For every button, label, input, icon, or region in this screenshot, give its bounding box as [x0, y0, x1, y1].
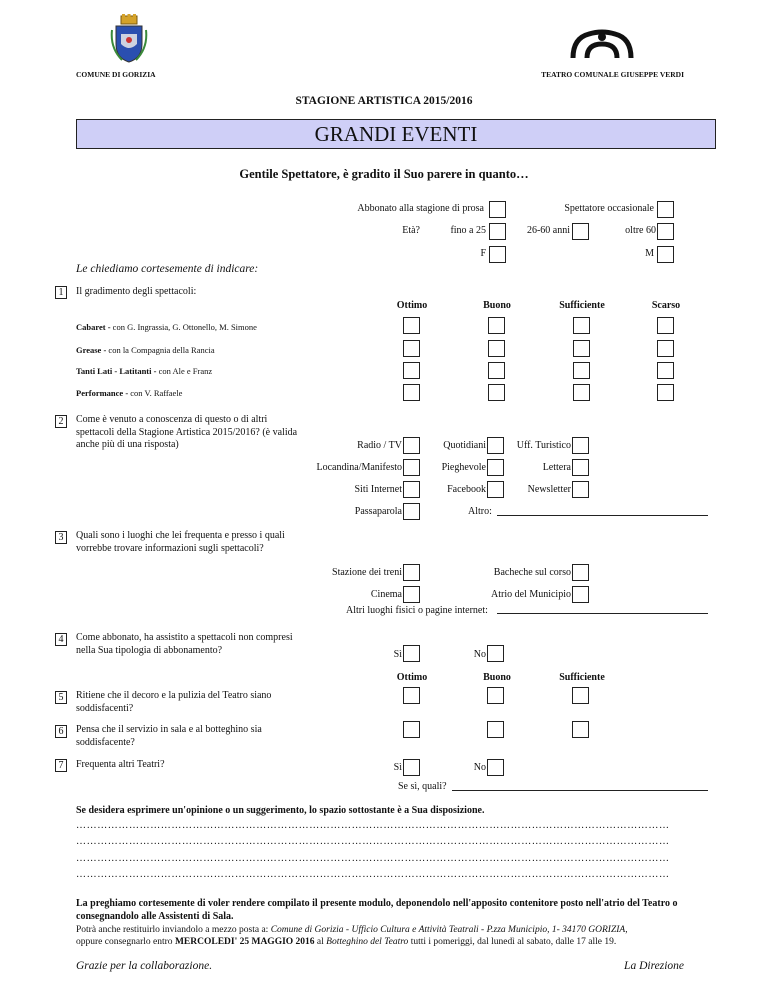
performance-sufficiente-checkbox[interactable] [573, 384, 590, 401]
q4-number: 4 [55, 633, 67, 646]
q6-number: 6 [55, 725, 67, 738]
q6-sufficiente-checkbox[interactable] [572, 721, 589, 738]
locandina-checkbox[interactable] [403, 459, 420, 476]
cinema-label: Cinema [370, 589, 402, 600]
q4-si-label: Sì [393, 649, 402, 660]
opinion-prompt: Se desidera esprimere un'opinione o un suggerimento, lo spazio sottostante è a Sua disposizione. [76, 805, 485, 816]
footer-mail-intro: Potrà anche restituirlo inviandolo a mezzo posta a: [76, 925, 271, 935]
footer-mail-line [76, 924, 736, 936]
opinion-line-4[interactable]: …………………………………………………………………………………………………………………………………………………… [76, 869, 670, 880]
tanti-lati-scarso-checkbox[interactable] [657, 362, 674, 379]
q4-text: Come abbonato, ha assistito a spettacoli non compresi nella Sua tipologia di abbonamento? [76, 632, 293, 656]
q1-col-ottimo: Ottimo [396, 300, 428, 311]
grease-buono-checkbox[interactable] [488, 340, 505, 357]
tanti-lati-buono-checkbox[interactable] [488, 362, 505, 379]
passaparola-label: Passaparola [354, 506, 402, 517]
altro-label: Altro: [468, 506, 492, 517]
oltre60-label: oltre 60 [625, 225, 656, 236]
pieghevole-label: Pieghevole [441, 462, 486, 473]
q5-number: 5 [55, 691, 67, 704]
footer-deadline-line [76, 936, 736, 948]
eta2660-label: 26-60 anni [526, 225, 570, 236]
show-cast: con la Compagnia della Rancia [106, 345, 215, 355]
page-title: GRANDI EVENTI [314, 122, 478, 146]
occasionale-checkbox[interactable] [657, 201, 674, 218]
show-row-performance [76, 388, 182, 398]
q7-sesi-label: Se sì, quali? [398, 781, 447, 792]
f-checkbox[interactable] [489, 246, 506, 263]
col-buono: Buono [483, 672, 511, 683]
show-row-tanti-lati [76, 366, 212, 376]
f-label: F [480, 248, 486, 259]
quotidiani-checkbox[interactable] [487, 437, 504, 454]
q4-no-label: No [473, 649, 486, 660]
cabaret-ottimo-checkbox[interactable] [403, 317, 420, 334]
show-title: Tanti Lati - Latitanti - [76, 366, 157, 376]
quotidiani-label: Quotidiani [443, 440, 486, 451]
performance-ottimo-checkbox[interactable] [403, 384, 420, 401]
q5-buono-checkbox[interactable] [487, 687, 504, 704]
q6-ottimo-checkbox[interactable] [403, 721, 420, 738]
q3-number: 3 [55, 531, 67, 544]
q1-col-buono: Buono [483, 300, 511, 311]
altro-input[interactable] [497, 515, 708, 516]
comune-label: COMUNE DI GORIZIA [76, 70, 156, 79]
altri-luoghi-label: Altri luoghi fisici o pagine internet: [346, 605, 488, 616]
cinema-checkbox[interactable] [403, 586, 420, 603]
atrio-label: Atrio del Municipio [491, 589, 571, 600]
direzione-signature: La Direzione [624, 960, 684, 972]
q1-number: 1 [55, 286, 67, 299]
abbonato-label: Abbonato alla stagione di prosa [357, 203, 484, 214]
q7-si-checkbox[interactable] [403, 759, 420, 776]
q6-buono-checkbox[interactable] [487, 721, 504, 738]
footer-deadline-intro: oppure consegnarlo entro [76, 937, 175, 947]
altri-luoghi-input[interactable] [497, 613, 708, 614]
teatro-verdi-logo [567, 28, 637, 60]
fino25-checkbox[interactable] [489, 223, 506, 240]
facebook-label: Facebook [447, 484, 486, 495]
opinion-line-3[interactable]: …………………………………………………………………………………………………………………………………………………… [76, 853, 670, 864]
grease-ottimo-checkbox[interactable] [403, 340, 420, 357]
subtitle: Gentile Spettatore, è gradito il Suo parere in quanto… [239, 167, 529, 181]
uff-checkbox[interactable] [572, 437, 589, 454]
tanti-lati-sufficiente-checkbox[interactable] [573, 362, 590, 379]
show-row-cabaret [76, 322, 257, 332]
q4-si-checkbox[interactable] [403, 645, 420, 662]
eta-label: Età? [402, 225, 420, 236]
show-cast: con Ale e Franz [156, 366, 213, 376]
q5-ottimo-checkbox[interactable] [403, 687, 420, 704]
eta2660-checkbox[interactable] [572, 223, 589, 240]
stazione-label: Stazione dei treni [332, 567, 402, 578]
footer-instructions: La preghiamo cortesemente di voler rendere compilato il presente modulo, deponendolo nell'apposito contenitore posto nell'atrio del Teatro o consegnandolo alle Assistenti di Sala. [76, 898, 678, 922]
newsletter-label: Newsletter [527, 484, 571, 495]
radio-label: Radio / TV [357, 440, 402, 451]
atrio-checkbox[interactable] [572, 586, 589, 603]
q7-no-label: No [473, 762, 486, 773]
grazie-text: Grazie per la collaborazione. [76, 960, 213, 972]
performance-scarso-checkbox[interactable] [657, 384, 674, 401]
q4-no-checkbox[interactable] [487, 645, 504, 662]
lettera-label: Lettera [542, 462, 571, 473]
locandina-label: Locandina/Manifesto [316, 462, 402, 473]
newsletter-checkbox[interactable] [572, 481, 589, 498]
col-sufficiente: Sufficiente [559, 672, 605, 683]
grease-scarso-checkbox[interactable] [657, 340, 674, 357]
footer-deadline-at: al [314, 937, 327, 947]
title-banner [76, 119, 716, 149]
fino25-label: fino a 25 [450, 225, 486, 236]
performance-buono-checkbox[interactable] [488, 384, 505, 401]
show-row-grease [76, 345, 215, 355]
teatro-label: TEATRO COMUNALE GIUSEPPE VERDI [541, 70, 684, 79]
q7-no-checkbox[interactable] [487, 759, 504, 776]
show-title: Grease - [76, 345, 107, 355]
siti-label: Siti Internet [354, 484, 402, 495]
q7-sesi-input[interactable] [452, 790, 708, 791]
uff-label: Uff. Turistico [516, 440, 571, 451]
passaparola-checkbox[interactable] [403, 503, 420, 520]
footer-deadline-date: MERCOLEDI' 25 MAGGIO 2016 [174, 937, 315, 947]
cabaret-scarso-checkbox[interactable] [657, 317, 674, 334]
show-title: Performance - [76, 388, 129, 398]
q5-sufficiente-checkbox[interactable] [572, 687, 589, 704]
tanti-lati-ottimo-checkbox[interactable] [403, 362, 420, 379]
q2-text: Come è venuto a conoscenza di questo o di altri spettacoli della Stagione Artistica 2015/2016? (è valida anche più di una risposta) [76, 414, 298, 450]
opinion-line-2[interactable]: …………………………………………………………………………………………………………………………………………………… [76, 836, 670, 847]
lettera-checkbox[interactable] [572, 459, 589, 476]
q1-col-scarso: Scarso [651, 300, 681, 311]
col-ottimo: Ottimo [396, 672, 428, 683]
bacheche-checkbox[interactable] [572, 564, 589, 581]
radio-checkbox[interactable] [403, 437, 420, 454]
q1-text: Il gradimento degli spettacoli: [76, 286, 197, 297]
siti-checkbox[interactable] [403, 481, 420, 498]
q7-number: 7 [55, 759, 67, 772]
gorizia-coat-of-arms [110, 14, 148, 64]
pieghevole-checkbox[interactable] [487, 459, 504, 476]
q3-text: Quali sono i luoghi che lei frequenta e presso i quali vorrebbe trovare informazioni sugli spettacoli? [76, 530, 285, 554]
q7-text: Frequenta altri Teatri? [76, 759, 165, 770]
cabaret-sufficiente-checkbox[interactable] [573, 317, 590, 334]
intro-text: Le chiediamo cortesemente di indicare: [76, 263, 259, 275]
abbonato-checkbox[interactable] [489, 201, 506, 218]
grease-sufficiente-checkbox[interactable] [573, 340, 590, 357]
bacheche-label: Bacheche sul corso [493, 567, 571, 578]
show-cast: con G. Ingrassia, G. Ottonello, M. Simone [110, 322, 257, 332]
q1-col-sufficiente: Sufficiente [559, 300, 605, 311]
season-title: STAGIONE ARTISTICA 2015/2016 [295, 95, 473, 107]
show-cast: con V. Raffaele [128, 388, 183, 398]
m-checkbox[interactable] [657, 246, 674, 263]
oltre60-checkbox[interactable] [657, 223, 674, 240]
occasionale-label: Spettatore occasionale [564, 203, 654, 214]
q7-si-label: Sì [393, 762, 402, 773]
opinion-line-1[interactable]: …………………………………………………………………………………………………………………………………………………… [76, 820, 670, 831]
facebook-checkbox[interactable] [487, 481, 504, 498]
stazione-checkbox[interactable] [403, 564, 420, 581]
show-title: Cabaret - [76, 322, 111, 332]
footer-deadline-hours: tutti i pomeriggi, dal lunedì al sabato, dalle 17 alle 19. [408, 937, 617, 947]
q5-text: Ritiene che il decoro e la pulizia del Teatro siano soddisfacenti? [76, 690, 272, 714]
cabaret-buono-checkbox[interactable] [488, 317, 505, 334]
footer-mail-address: Comune di Gorizia - Ufficio Cultura e Attività Teatrali - P.zza Municipio, 1- 34170 GORIZIA, [270, 925, 628, 935]
m-label: M [645, 248, 654, 259]
q6-text: Pensa che il servizio in sala e al botteghino sia soddisfacente? [76, 724, 262, 748]
footer-deadline-place: Botteghino del Teatro [326, 937, 409, 947]
q2-number: 2 [55, 415, 67, 428]
